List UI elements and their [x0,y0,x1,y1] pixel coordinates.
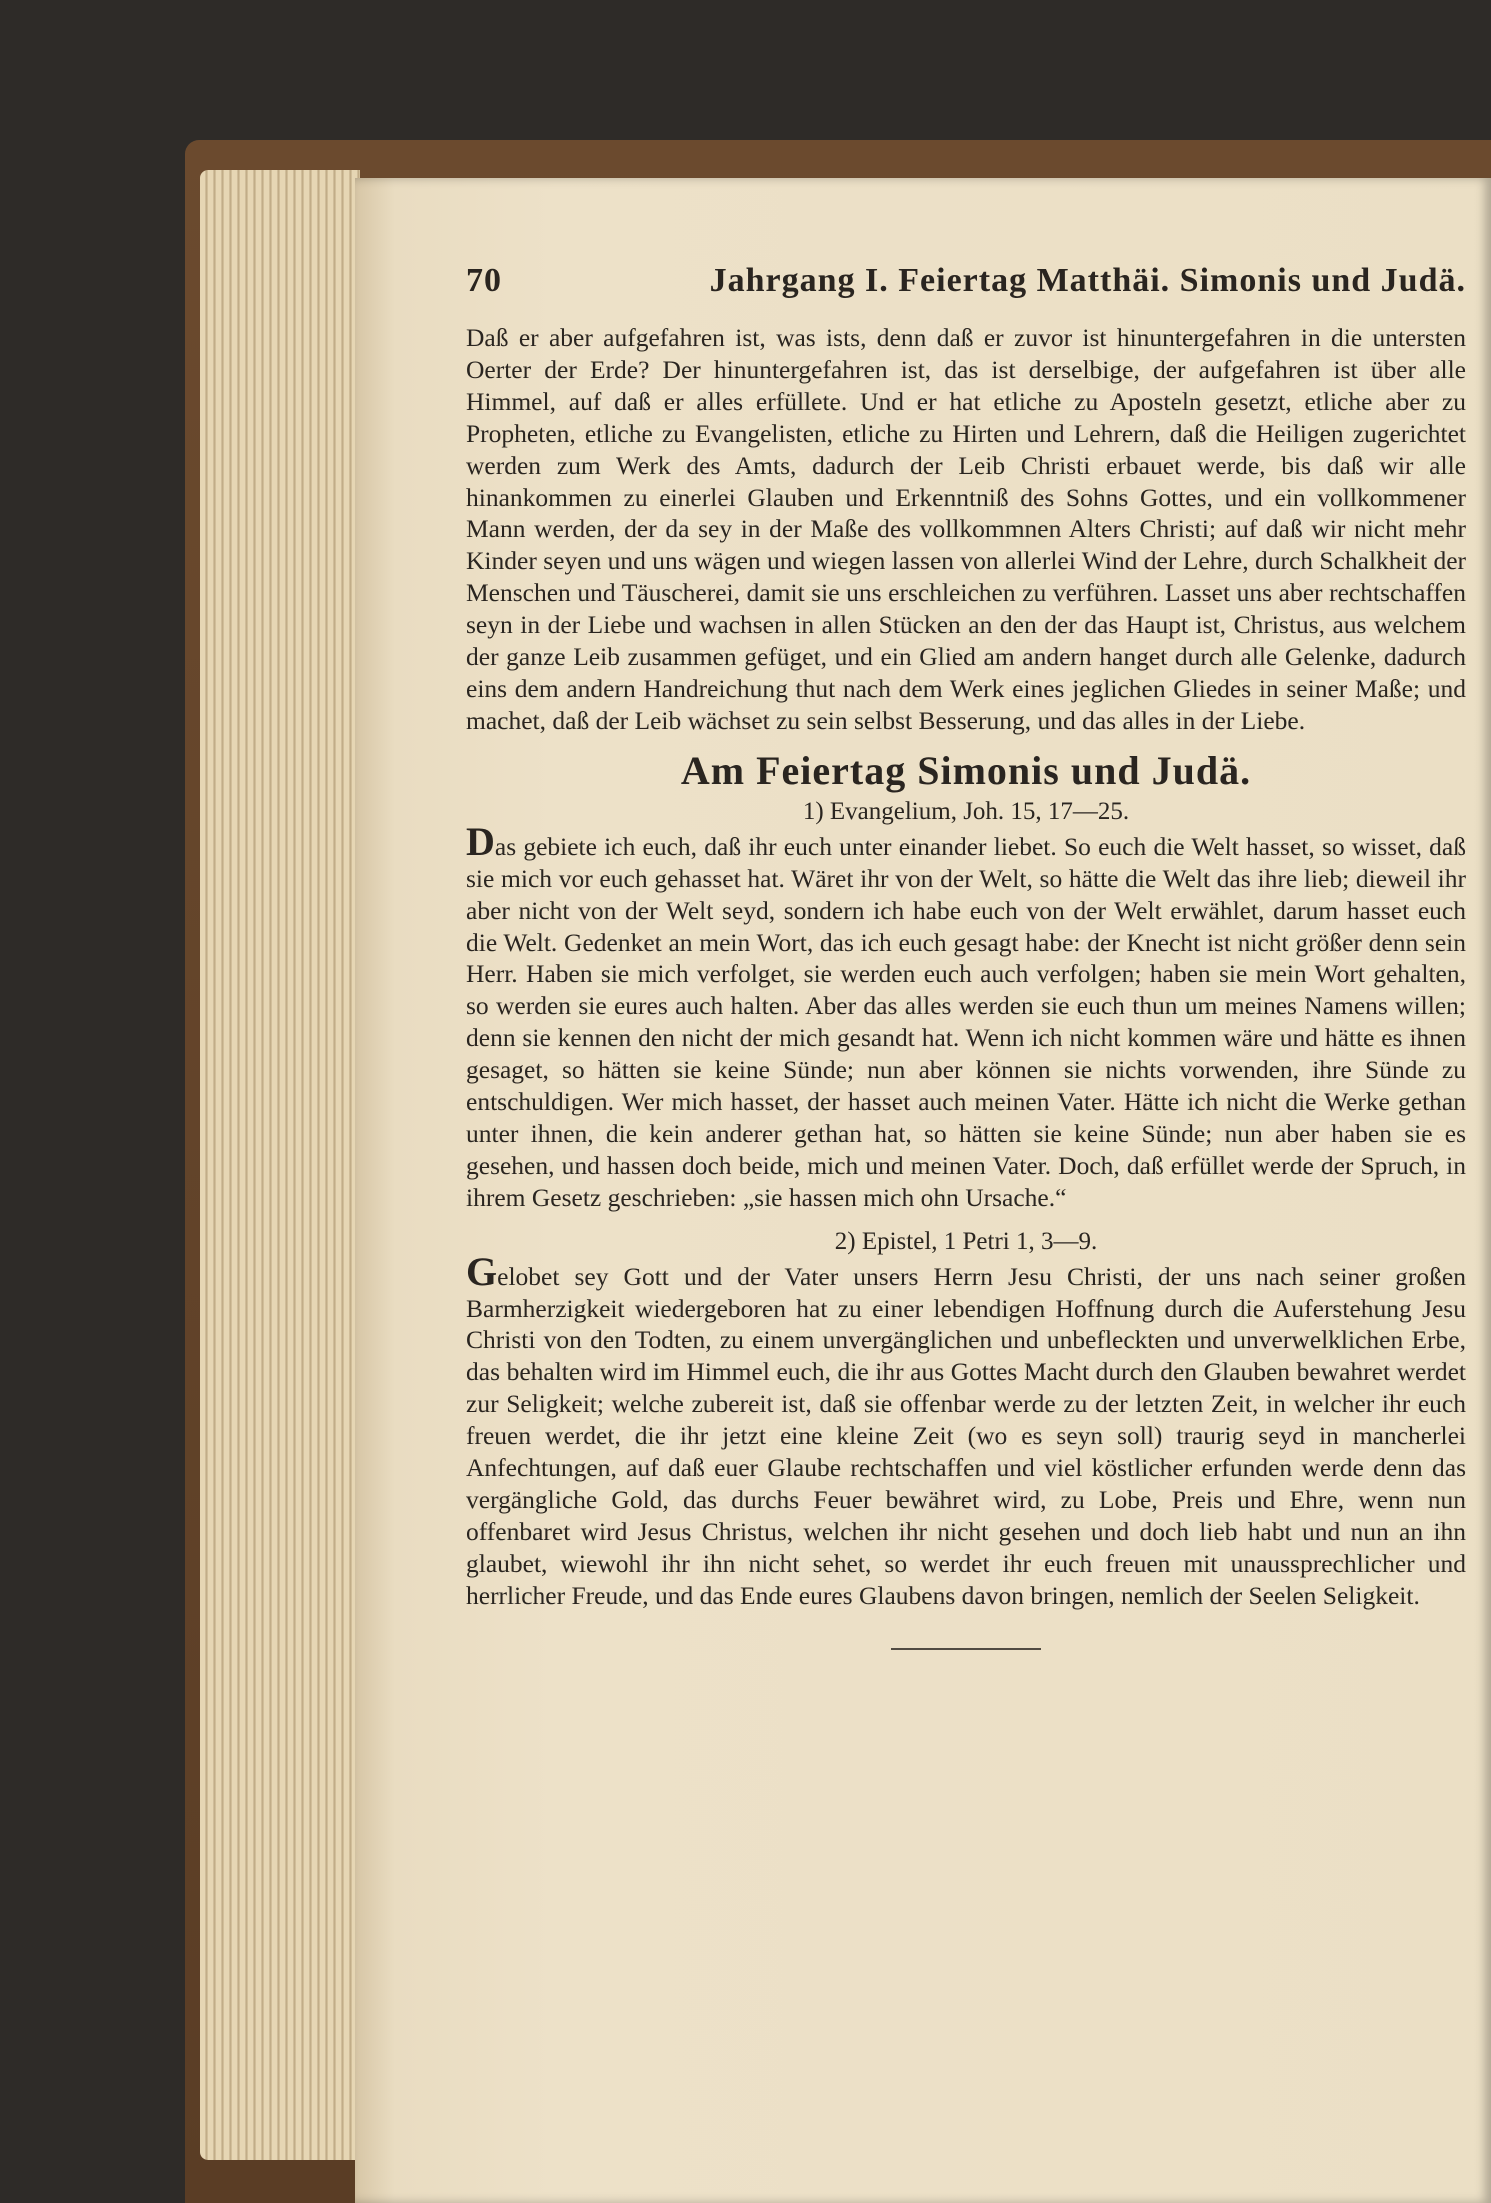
intro-paragraph: Daß er aber aufgefahren ist, was ists, denn daß er zuvor ist hinuntergefahren in die untersten Oerter der Erde? Der hinuntergefahren ist, das ist derselbige, der aufgefahren ist über alle Himmel, auf daß er alles erfüllete. Und er hat etliche zu Aposteln gesetzt, etliche aber zu Propheten, etliche zu Evangelisten, etliche zu Hirten und Lehrern, daß die Heiligen zugerichtet werden zum Werk des Amts, dadurch der Leib Christi erbauet werde, bis daß wir alle hinankommen zu einerlei Glauben und Erkenntniß des Sohns Gottes, und ein vollkommener Mann werden, der da sey in der Maße des vollkommnen Alters Christi; auf daß wir nicht mehr Kinder seyen und uns wägen und wiegen lassen von allerlei Wind der Lehre, durch Schalkheit der Menschen und Täuscherei, damit sie uns erschleichen zu verführen. Lasset uns aber rechtschaffen seyn in der Liebe und wachsen in allen Stücken an den der das Haupt ist, Christus, aus welchem der ganze Leib zusammen gefüget, und ein Glied am andern hanget durch alle Gelenke, dadurch eins dem andern Handreichung thut nach dem Werk eines jeglichen Gliedes in seiner Maße; und machet, daß der Leib wächset zu sein selbst Besserung, und das alles in der Liebe. [466,323,1466,735]
epistle-body: elobet sey Gott und der Vater unsers Herrn Jesu Christi, der uns nach seiner großen Barmherzigkeit wiedergeboren hat zu einer lebendigen Hoffnung durch die Auferstehung Jesu Christi von den Todten, zu einem unvergänglichen und unbefleckten und unverwelklichen Erbe, das behalten wird im Himmel euch, die ihr aus Gottes Macht durch den Glauben bewahret werdet zur Seligkeit; welche zubereit ist, daß sie offenbar werde zu der letzten Zeit, in welcher ihr euch freuen werdet, die ihr jetzt eine kleine Zeit (wo es seyn soll) traurig seyd in mancherlei Anfechtungen, auf daß euer Glaube rechtschaffen und viel köstlicher erfunden werde denn das vergängliche Gold, das durchs Feuer bewähret wird, zu Lobe, Preis und Ehre, wenn nun offenbaret wird Jesus Christus, welchen ihr nicht gesehen und doch lieb habt und nun an ihn glaubet, wiewohl ihr ihn nicht sehet, so werdet ihr euch freuen mit unaussprechlicher und herrlicher Freude, und das Ende eures Glaubens davon bringen, nemlich der Seelen Seligkeit. [466,1261,1466,1610]
page-edges [200,170,360,2160]
running-title: Jahrgang I. Feiertag Matthäi. Simonis und Judä. [709,262,1466,299]
section-title: Am Feiertag Simonis und Judä. [680,747,1252,793]
running-header [466,262,1466,300]
gospel-dropcap: D [466,818,495,864]
epistle-dropcap: G [466,1248,498,1294]
page-content [466,262,1466,1650]
page-number: 70 [466,262,502,299]
gospel-body: as gebiete ich euch, daß ihr euch unter einander liebet. So euch die Welt hasset, so wisset, daß sie mich vor euch gehasset hat. Wäret ihr von der Welt, so hätte die Welt das ihre lieb; dieweil ihr aber nicht von der Welt seyd, sondern ich habe euch von der Welt erwählet, darum hasset euch die Welt. Gedenket an mein Wort, das ich euch gesagt habe: der Knecht ist nicht größer denn sein Herr. Haben sie mich verfolget, sie werden euch auch verfolgen; haben sie mein Wort gehalten, so werden sie eures auch halten. Aber das alles werden sie euch thun um meines Namens willen; denn sie kennen den nicht der mich gesandt hat. Wenn ich nicht kommen wäre und hätte es ihnen gesaget, so hätten sie keine Sünde; nun aber können sie nichts vorwenden, ihre Sünde zu entschuldigen. Wer mich hasset, der hasset auch meinen Vater. Hätte ich nicht die Werke gethan unter ihnen, die kein anderer gethan hat, so hätten sie keine Sünde; nun aber haben sie es gesehen, und hassen doch beide, mich und meinen Vater. Doch, daß erfüllet werde der Spruch, in ihrem Gesetz geschrieben: „sie hassen mich ohn Ursache.“ [466,831,1466,1212]
epistle-text [466,1248,1466,1612]
gospel-heading: 1) Evangelium, Joh. 15, 17—25. [802,797,1130,825]
end-rule [891,1648,1041,1650]
gospel-text [466,818,1466,1214]
epistle-heading: 2) Epistel, 1 Petri 1, 3—9. [834,1227,1098,1255]
